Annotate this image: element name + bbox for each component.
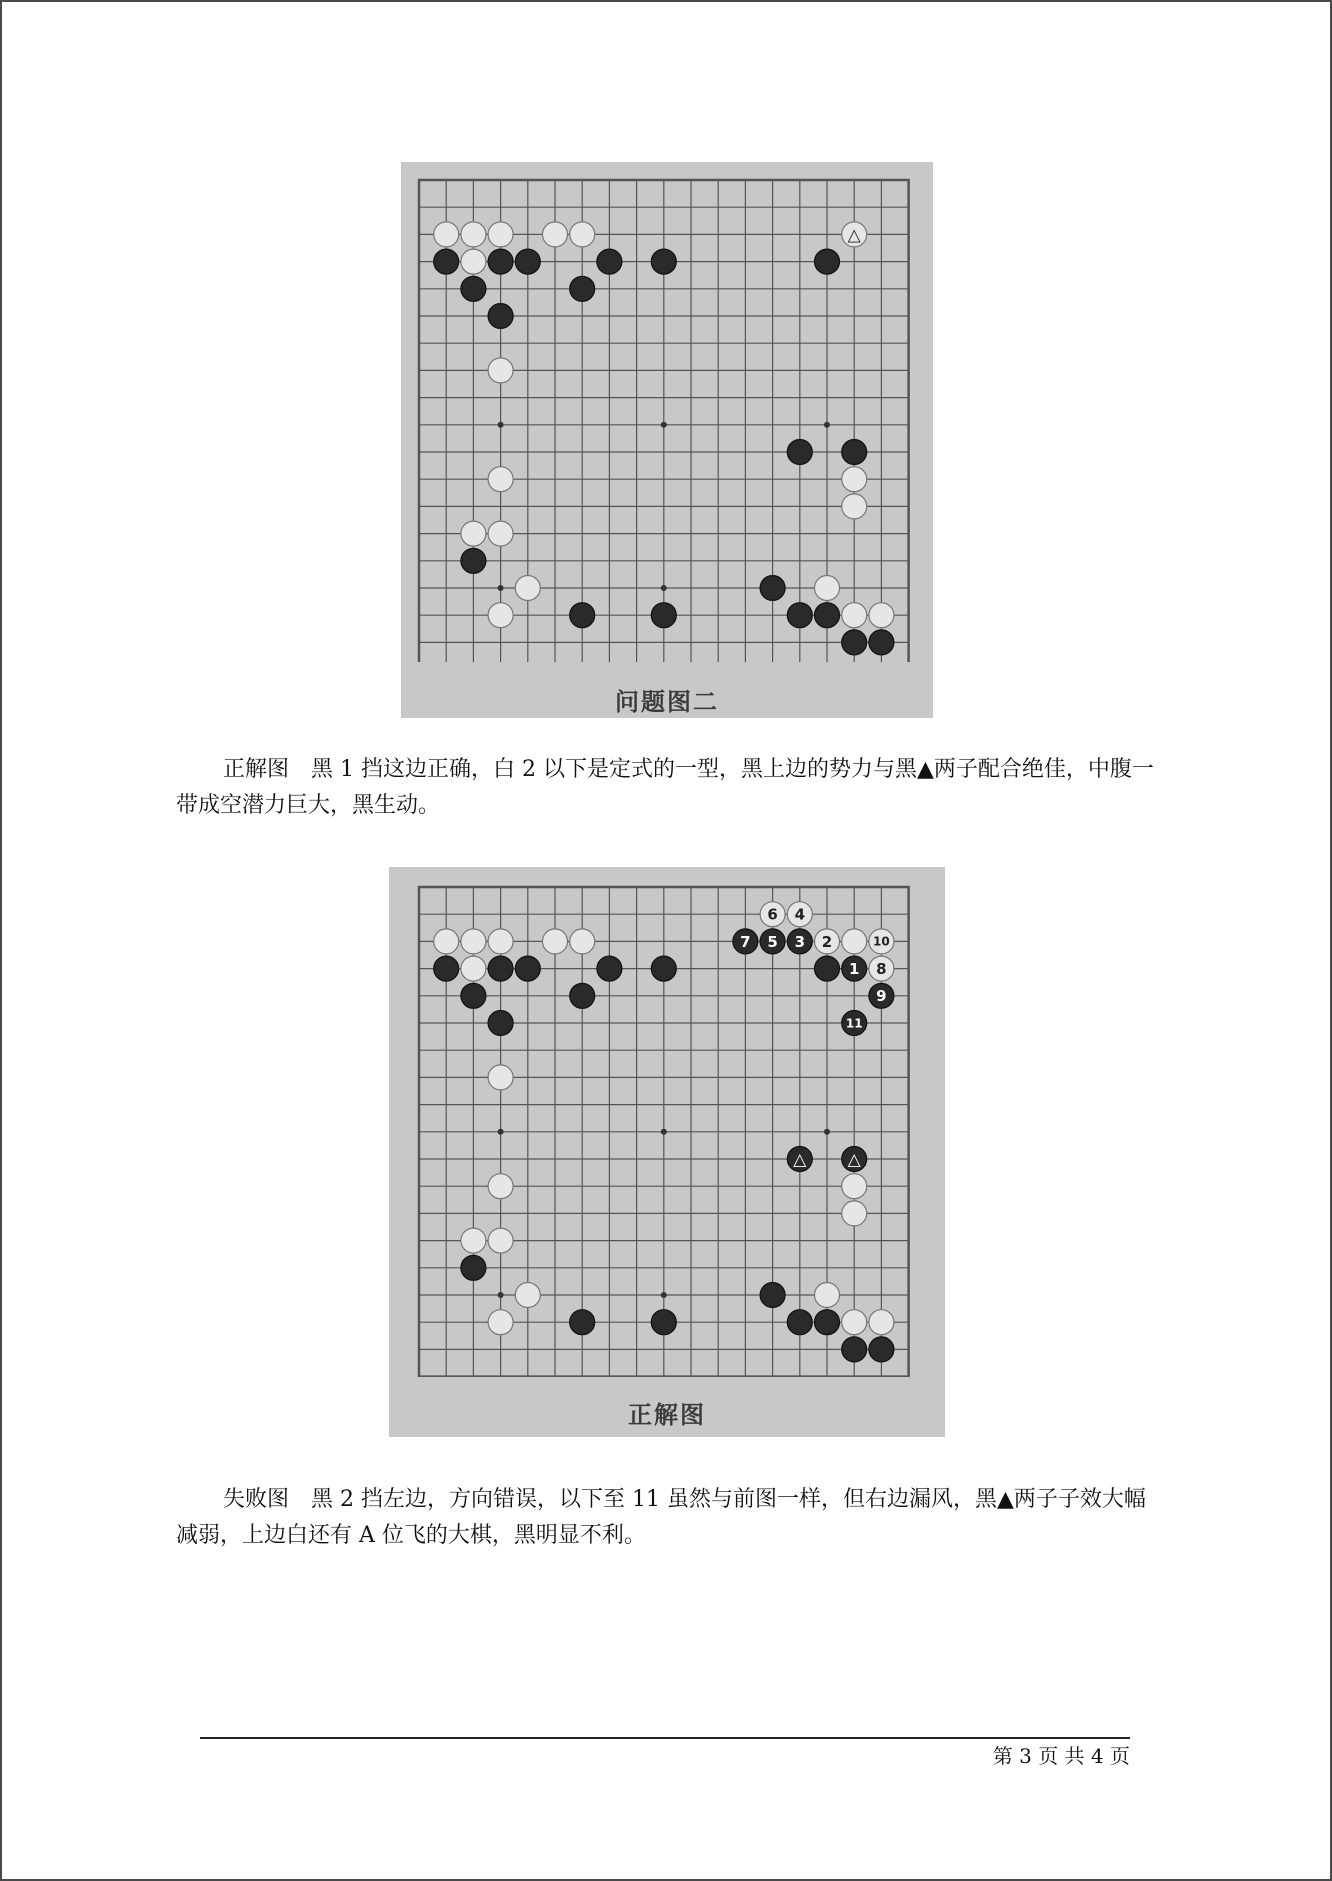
black-stone [570,276,595,301]
black-stone [461,276,486,301]
white-stone [461,222,486,247]
black-stone [597,249,622,274]
white-stone [869,603,894,628]
white-stone [515,1283,540,1308]
white-stone [842,603,867,628]
white-stone [842,1174,867,1199]
black-stone [488,249,513,274]
white-stone [461,1228,486,1253]
white-stone [461,956,486,981]
white-stone [842,1310,867,1335]
white-stone [488,222,513,247]
black-stone [815,956,840,981]
star-point [661,585,667,591]
white-stone [434,929,459,954]
black-stone [651,956,676,981]
black-stone [461,983,486,1008]
move-number: 7 [740,932,751,951]
black-stone [815,1310,840,1335]
black-stone [570,1310,595,1335]
black-stone [434,956,459,981]
go-diagram-problem-2 [401,162,933,718]
black-stone [651,603,676,628]
star-point [498,422,504,428]
move-number: 8 [876,960,887,978]
triangle-mark: △ [793,1150,807,1170]
black-stone [869,630,894,655]
white-stone [461,929,486,954]
white-stone [488,467,513,492]
white-stone [488,521,513,546]
black-stone [651,1310,676,1335]
black-stone [815,603,840,628]
go-diagram-correct-answer [389,867,945,1437]
paragraph-correct-answer: 正解图 黑 1 挡这边正确，白 2 以下是定式的一型，黑上边的势力与黑▲两子配合绝佳，中腹一带成空潜力巨大，黑生动。 [176,757,1154,818]
go-board [389,867,945,1377]
black-stone [461,548,486,573]
white-stone [815,1283,840,1308]
page-number: 第 3 页 共 4 页 [992,1744,1130,1768]
black-stone [597,956,622,981]
black-stone [570,983,595,1008]
white-stone [869,1310,894,1335]
move-number: 2 [821,932,833,951]
move-number: 11 [845,1016,863,1031]
black-stone [515,956,540,981]
white-stone [570,222,595,247]
black-stone [869,1337,894,1362]
move-number: 1 [848,960,860,978]
star-point [498,585,504,591]
black-stone [842,440,867,465]
black-stone [461,1255,486,1280]
white-stone [543,929,568,954]
star-point [824,1129,830,1135]
black-stone [787,603,812,628]
figure-caption: 正解图 [628,1401,706,1429]
star-point [824,422,830,428]
black-stone [842,1337,867,1362]
move-number: 9 [876,987,887,1006]
black-stone [842,630,867,655]
white-stone [842,494,867,519]
footer-rule [200,1737,1130,1739]
white-stone [842,1201,867,1226]
black-stone [515,249,540,274]
move-number: 5 [767,932,778,951]
white-stone [570,929,595,954]
star-point [661,1292,667,1298]
star-point [498,1292,504,1298]
black-stone [570,603,595,628]
move-number: 10 [873,934,890,949]
white-stone [488,1065,513,1090]
paragraph-failure-diagram: 失败图 黑 2 挡左边，方向错误，以下至 11 虽然与前图一样，但右边漏风，黑▲两子子效大幅减弱，上边白还有 A 位飞的大棋，黑明显不利。 [176,1487,1146,1548]
triangle-mark: △ [847,225,861,246]
triangle-mark: △ [847,1150,861,1170]
white-stone [488,929,513,954]
white-stone [488,1174,513,1199]
black-stone [760,576,785,601]
move-number: 4 [794,905,806,924]
white-stone [488,603,513,628]
move-number: 6 [767,905,778,924]
white-stone [515,576,540,601]
figure-caption: 问题图二 [615,688,719,716]
white-stone [842,929,867,954]
white-stone [543,222,568,247]
white-stone [815,576,840,601]
black-stone [488,1011,513,1036]
white-stone [434,222,459,247]
black-stone [651,249,676,274]
white-stone [461,521,486,546]
black-stone [488,304,513,329]
white-stone [842,467,867,492]
black-stone [434,249,459,274]
black-stone [787,440,812,465]
star-point [661,1129,667,1135]
go-board [401,162,933,662]
white-stone [461,249,486,274]
white-stone [488,1228,513,1253]
black-stone [760,1283,785,1308]
white-stone [488,358,513,383]
white-stone [488,1310,513,1335]
star-point [661,422,667,428]
black-stone [815,249,840,274]
black-stone [787,1310,812,1335]
move-number: 3 [794,932,806,951]
star-point [498,1129,504,1135]
black-stone [488,956,513,981]
